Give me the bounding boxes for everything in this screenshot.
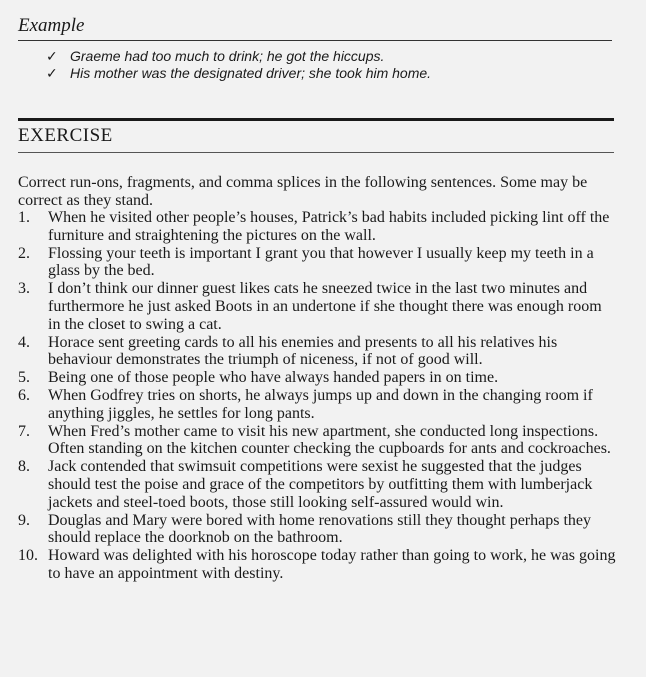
item-text: Flossing your teeth is important I grant you that however I usually keep my teeth in a glass by the bed. xyxy=(48,244,594,280)
exercise-item-9 xyxy=(18,512,618,548)
exercise-item-5 xyxy=(18,369,618,387)
item-text: I don’t think our dinner guest likes cats he sneezed twice in the last two minutes and furthermore he just asked Boots in an undertone if she thought there was enough room in the closet to swing a cat. xyxy=(48,280,602,333)
checkmark-icon: ✓ xyxy=(46,65,58,81)
exercise-item-6 xyxy=(18,387,618,423)
item-number: 7. xyxy=(18,422,30,440)
exercise-heading: EXERCISE xyxy=(18,125,113,146)
item-number: 10. xyxy=(18,547,38,565)
example-line xyxy=(46,48,606,65)
exercise-item-7 xyxy=(18,423,618,459)
item-text: Jack contended that swimsuit competitions were sexist he suggested that the judges should test the poise and grace of the competitors by outfitting them with lumberjack jackets and steel-toed boots, those still looking self-assured would win. xyxy=(48,458,593,511)
exercise-bottom-rule xyxy=(18,152,614,153)
item-text: Howard was delighted with his horoscope today rather than going to work, he was going to have an appointment with destiny. xyxy=(48,547,616,582)
item-number: 2. xyxy=(18,244,30,262)
exercise-items xyxy=(18,209,618,583)
example-line xyxy=(46,65,606,82)
item-text: Being one of those people who have always handed papers in on time. xyxy=(48,369,499,387)
example-sentence: His mother was the designated driver; she took him home. xyxy=(70,65,432,81)
item-text: Douglas and Mary were bored with home renovations still they thought perhaps they should replace the doorknob on the bathroom. xyxy=(48,511,591,547)
exercise-item-4 xyxy=(18,334,618,370)
exercise-item-8 xyxy=(18,458,618,511)
item-number: 8. xyxy=(18,458,30,476)
exercise-instructions: Correct run-ons, fragments, and comma splices in the following sentences. Some may be correct as they stand. xyxy=(18,174,588,209)
item-text: When Godfrey tries on shorts, he always jumps up and down in the changing room if anything jiggles, he settles for long pants. xyxy=(48,386,593,422)
item-text: When Fred’s mother came to visit his new apartment, she conducted long inspections. Often standing on the kitchen counter checking the cupboards for ants and cockroaches. xyxy=(48,422,611,458)
item-number: 1. xyxy=(18,209,30,226)
exercise-item-2 xyxy=(18,245,618,281)
item-number: 5. xyxy=(18,369,30,387)
exercise-top-rule xyxy=(18,118,614,121)
example-heading: Example xyxy=(18,15,85,36)
example-list xyxy=(46,48,606,82)
exercise-item-3 xyxy=(18,280,618,333)
item-text: Horace sent greeting cards to all his enemies and presents to all his relatives his behaviour demonstrates the triumph of niceness, if not of good will. xyxy=(48,333,558,369)
item-number: 6. xyxy=(18,386,30,404)
item-number: 4. xyxy=(18,333,30,351)
item-number: 9. xyxy=(18,511,30,529)
exercise-item-10 xyxy=(18,547,618,583)
example-rule xyxy=(18,40,612,41)
example-sentence: Graeme had too much to drink; he got the hiccups. xyxy=(70,48,385,64)
checkmark-icon: ✓ xyxy=(46,48,58,64)
item-text: When he visited other people’s houses, Patrick’s bad habits included picking lint off the furniture and straightening the pictures on the wall. xyxy=(48,209,610,244)
exercise-item-1 xyxy=(18,209,618,245)
item-number: 3. xyxy=(18,280,30,298)
